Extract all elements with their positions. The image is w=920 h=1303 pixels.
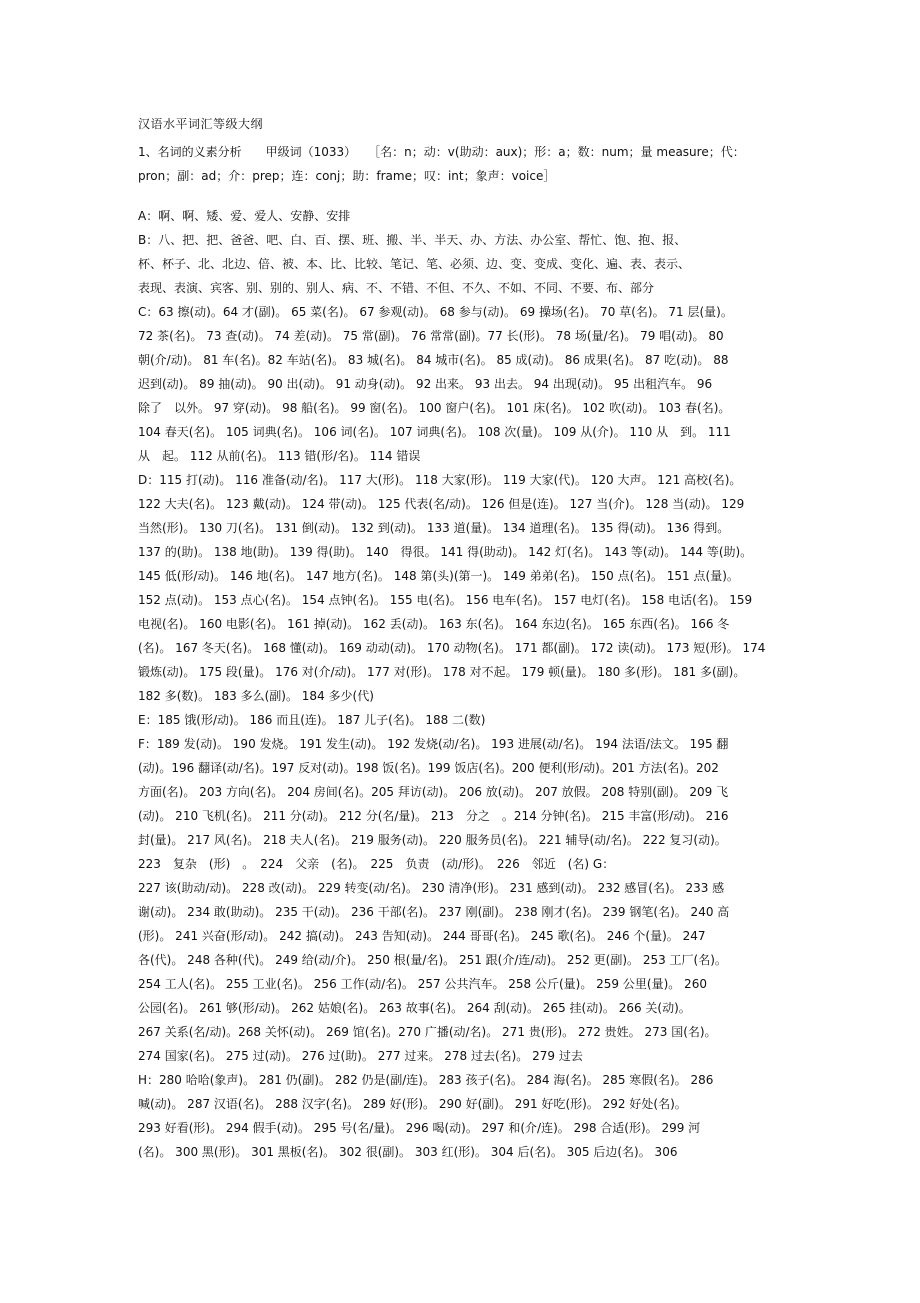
text-line: 72 茶(名)。 73 查(动)。 74 差(动)。 75 常(副)。 76 常常(副)。77 长(形)。 78 场(量/名)。 79 唱(动)。 80 <box>138 329 724 343</box>
text-line: C：63 擦(动)。64 才(副)。 65 菜(名)。 67 参观(动)。 68 参与(动)。 69 操场(名)。 70 草(名)。 71 层(量)。 <box>138 305 733 319</box>
text-line: 227 该(助动/动)。 228 改(动)。 229 转变(动/名)。 230 清净(形)。 231 感到(动)。 232 感冒(名)。 233 感 <box>138 881 725 895</box>
text-line: 182 多(数)。 183 多么(副)。 184 多少(代) <box>138 689 374 703</box>
text-line: 锻炼(动)。 175 段(量)。 176 对(介/动)。 177 对(形)。 178 对不起。 179 顿(量)。 180 多(形)。 181 多(副)。 <box>138 665 746 679</box>
text-line: 电视(名)。 160 电影(名)。 161 掉(动)。 162 丢(动)。 163 东(名)。 164 东边(名)。 165 东西(名)。 166 冬 <box>138 617 730 631</box>
text-line: (形)。 241 兴奋(形/动)。 242 搞(动)。 243 告知(动)。 244 哥哥(名)。 245 歌(名)。 246 个(量)。 247 <box>138 929 706 943</box>
text-line: 274 国家(名)。 275 过(动)。 276 过(助)。 277 过来。 278 过去(名)。 279 过去 <box>138 1049 583 1063</box>
text-line: 145 低(形/动)。 146 地(名)。 147 地方(名)。 148 第(头)(第一)。 149 弟弟(名)。 150 点(名)。 151 点(量)。 <box>138 569 739 583</box>
text-line: 封(量)。 217 风(名)。 218 夫人(名)。 219 服务(动)。 220 服务员(名)。 221 辅导(动/名)。 222 复习(动)。 <box>138 833 727 847</box>
text-line: 从 起。 112 从前(名)。 113 错(形/名)。 114 错误 <box>138 449 421 463</box>
text-line: (动)。 210 飞机(名)。 211 分(动)。 212 分(名/量)。 213 分之 。214 分钟(名)。 215 丰富(形/动)。 216 <box>138 809 729 823</box>
text-line: 表现、表演、宾客、别、别的、别人、病、不、不错、不但、不久、不如、不同、不要、布、部分 <box>138 281 655 295</box>
text-line: 267 关系(名/动)。268 关怀(动)。 269 馆(名)。270 广播(动/名)。 271 贵(形)。 272 贵姓。 273 国(名)。 <box>138 1025 717 1039</box>
text-line: B：八、把、把、爸爸、吧、白、百、摆、班、搬、半、半天、办、方法、办公室、帮忙、饱、抱、报、 <box>138 233 687 247</box>
document-body <box>138 116 783 1164</box>
text-line: F：189 发(动)。 190 发烧。 191 发生(动)。 192 发烧(动/名)。 193 进展(动/名)。 194 法语/法文。 195 翻 <box>138 737 729 751</box>
text-line: 喊(动)。 287 汉语(名)。 288 汉字(名)。 289 好(形)。 290 好(副)。 291 好吃(形)。 292 好处(名)。 <box>138 1097 687 1111</box>
text-line: 当然(形)。 130 刀(名)。 131 倒(动)。 132 到(动)。 133 道(量)。 134 道理(名)。 135 得(动)。 136 得到。 <box>138 521 730 535</box>
text-line: 254 工人(名)。 255 工业(名)。 256 工作(动/名)。 257 公共汽车。 258 公斤(量)。 259 公里(量)。 260 <box>138 977 707 991</box>
text-line: 迟到(动)。 89 抽(动)。 90 出(动)。 91 动身(动)。 92 出来。 93 出去。 94 出现(动)。 95 出租汽车。 96 <box>138 377 713 391</box>
text-line: 137 的(助)。 138 地(助)。 139 得(助)。 140 得很。 141 得(助动)。 142 灯(名)。 143 等(动)。 144 等(助)。 <box>138 545 753 559</box>
text-line: A：啊、啊、矮、爱、爱人、安静、安排 <box>138 209 351 223</box>
text-line: 1、名词的义素分析 甲级词（1033） ［名：n；动：v(助动：aux)；形：a；数：num；量 measure；代： <box>138 145 745 159</box>
text-line: 谢(动)。 234 敢(助动)。 235 干(动)。 236 干部(名)。 237 刚(副)。 238 刚才(名)。 239 钢笔(名)。 240 高 <box>138 905 730 919</box>
text-line: (名)。 167 冬天(名)。 168 懂(动)。 169 动动(动)。 170 动物(名)。 171 都(副)。 172 读(动)。 173 短(形)。 174 <box>138 641 766 655</box>
text-line: D：115 打(动)。 116 准备(动/名)。 117 大(形)。 118 大家(形)。 119 大家(代)。 120 大声。 121 高校(名)。 <box>138 473 742 487</box>
text-line: 152 点(动)。 153 点心(名)。 154 点钟(名)。 155 电(名)。 156 电车(名)。 157 电灯(名)。 158 电话(名)。 159 <box>138 593 753 607</box>
document-lines <box>138 140 783 1164</box>
text-line: 各(代)。 248 各种(代)。 249 给(动/介)。 250 根(量/名)。 251 跟(介/连/动)。 252 更(副)。 253 工厂(名)。 <box>138 953 727 967</box>
document-title: 汉语水平词汇等级大纲 <box>138 117 264 131</box>
text-line: 方面(名)。 203 方向(名)。 204 房间(名)。205 拜访(动)。 206 放(动)。 207 放假。 208 特别(副)。 209 飞 <box>138 785 729 799</box>
text-line: 公园(名)。 261 够(形/动)。 262 姑娘(名)。 263 故事(名)。 264 刮(动)。 265 挂(动)。 266 关(动)。 <box>138 1001 691 1015</box>
text-line: (动)。196 翻译(动/名)。197 反对(动)。198 饭(名)。199 饭店(名)。200 便利(形/动)。201 方法(名)。202 <box>138 761 719 775</box>
text-line: 122 大夫(名)。 123 戴(动)。 124 带(动)。 125 代表(名/动)。 126 但是(连)。 127 当(介)。 128 当(动)。 129 <box>138 497 745 511</box>
text-line: 293 好看(形)。 294 假手(动)。 295 号(名/量)。 296 喝(动)。 297 和(介/连)。 298 合适(形)。 299 河 <box>138 1121 701 1135</box>
text-line: 223 复杂 (形) 。 224 父亲 (名)。 225 负责 (动/形)。 226 邻近 (名) G： <box>138 857 615 871</box>
text-line: 除了 以外。 97 穿(动)。 98 船(名)。 99 窗(名)。 100 窗户(名)。 101 床(名)。 102 吹(动)。 103 春(名)。 <box>138 401 731 415</box>
text-line: 104 春天(名)。 105 词典(名)。 106 词(名)。 107 词典(名)。 108 次(量)。 109 从(介)。 110 从 到。 111 <box>138 425 731 439</box>
paragraph-gap <box>138 188 783 204</box>
text-line: (名)。 300 黑(形)。 301 黑板(名)。 302 很(副)。 303 红(形)。 304 后(名)。 305 后边(名)。 306 <box>138 1145 678 1159</box>
text-line: 朝(介/动)。 81 车(名)。82 车站(名)。 83 城(名)。 84 城市(名)。 85 成(动)。 86 成果(名)。 87 吃(动)。 88 <box>138 353 729 367</box>
text-line: pron；副：ad；介：prep；连：conj；助：frame；叹：int；象声：voice］ <box>138 169 556 183</box>
text-line: H：280 哈哈(象声)。 281 仍(副)。 282 仍是(副/连)。 283 孩子(名)。 284 海(名)。 285 寒假(名)。 286 <box>138 1073 714 1087</box>
text-line: E：185 饿(形/动)。 186 而且(连)。 187 儿子(名)。 188 二(数) <box>138 713 486 727</box>
text-line: 杯、杯子、北、北边、倍、被、本、比、比较、笔记、笔、必须、边、变、变成、变化、遍、表、表示、 <box>138 257 691 271</box>
